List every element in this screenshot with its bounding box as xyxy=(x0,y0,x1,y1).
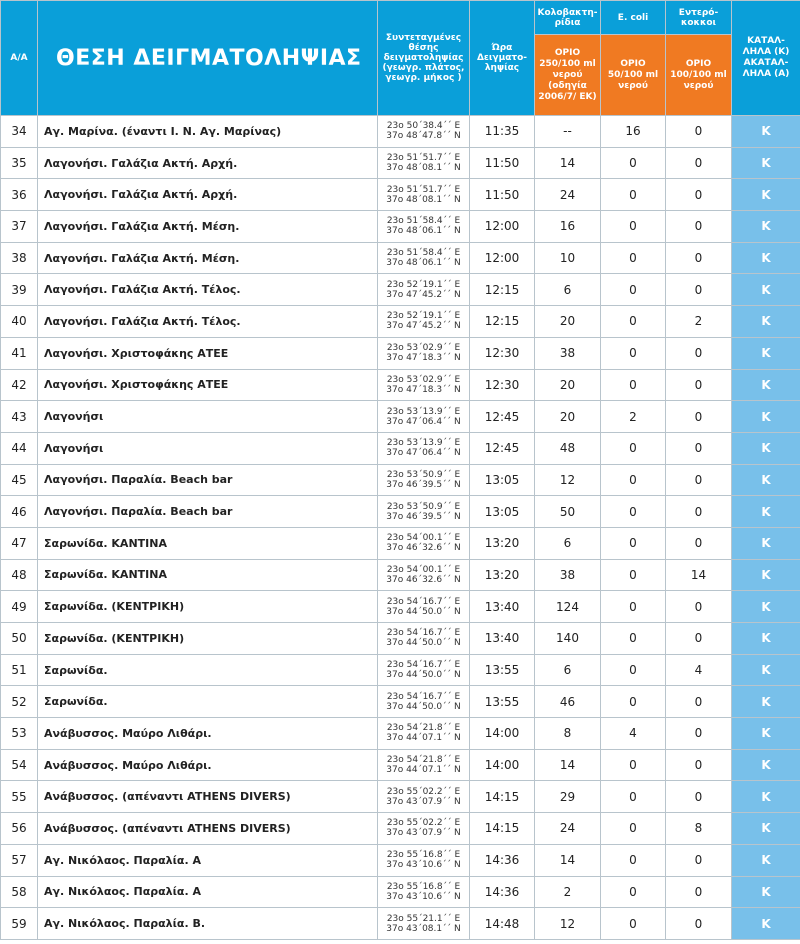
row-coordinates xyxy=(378,718,470,750)
row-ecoli: 0 xyxy=(601,749,666,781)
row-ecoli: 0 xyxy=(601,274,666,306)
row-location: Αγ. Νικόλαος. Παραλία. Α xyxy=(38,844,378,876)
row-number: 43 xyxy=(1,401,38,433)
row-ecoli: 0 xyxy=(601,527,666,559)
row-coliform: 124 xyxy=(535,591,601,623)
row-classification: Κ xyxy=(732,876,800,908)
row-entero: 0 xyxy=(666,749,732,781)
row-coord-lat: 37ο 46΄32.6΄΄ Ν xyxy=(386,574,461,585)
row-coord-lon: 23ο 54΄00.1΄΄ Ε xyxy=(386,564,461,575)
row-entero: 0 xyxy=(666,369,732,401)
row-number: 58 xyxy=(1,876,38,908)
row-coordinates xyxy=(378,686,470,718)
row-location: Αγ. Νικόλαος. Παραλία. Α xyxy=(38,876,378,908)
row-ecoli: 0 xyxy=(601,559,666,591)
row-ecoli: 0 xyxy=(601,242,666,274)
row-number: 45 xyxy=(1,464,38,496)
row-entero: 8 xyxy=(666,813,732,845)
table-row xyxy=(1,686,800,718)
row-location: Λαγονήσι. Παραλία. Beach bar xyxy=(38,464,378,496)
row-coordinates xyxy=(378,337,470,369)
row-classification: Κ xyxy=(732,306,800,338)
table-row xyxy=(1,306,800,338)
table-row xyxy=(1,464,800,496)
header-title: ΘΕΣΗ ΔΕΙΓΜΑΤΟΛΗΨΙΑΣ xyxy=(38,1,378,116)
row-coord-lon: 23ο 55΄16.8΄΄ Ε xyxy=(386,881,461,892)
row-number: 42 xyxy=(1,369,38,401)
row-number: 38 xyxy=(1,242,38,274)
row-time: 14:48 xyxy=(470,908,535,940)
row-coliform: 12 xyxy=(535,908,601,940)
row-coliform: 20 xyxy=(535,401,601,433)
row-number: 47 xyxy=(1,527,38,559)
row-coord-lon: 23ο 55΄16.8΄΄ Ε xyxy=(386,850,461,861)
table-row xyxy=(1,718,800,750)
row-number: 39 xyxy=(1,274,38,306)
row-location: Ανάβυσσος. Μαύρο Λιθάρι. xyxy=(38,718,378,750)
row-coordinates xyxy=(378,781,470,813)
row-coliform: 6 xyxy=(535,274,601,306)
row-number: 40 xyxy=(1,306,38,338)
row-coord-lon: 23ο 54΄16.7΄΄ Ε xyxy=(386,691,461,702)
row-location: Λαγονήσι. Παραλία. Beach bar xyxy=(38,496,378,528)
row-time: 13:40 xyxy=(470,591,535,623)
row-entero: 0 xyxy=(666,718,732,750)
row-coliform: 46 xyxy=(535,686,601,718)
row-coliform: 140 xyxy=(535,623,601,655)
row-coliform: 10 xyxy=(535,242,601,274)
row-entero: 0 xyxy=(666,781,732,813)
row-location: Σαρωνίδα. ΚΑΝΤΙΝΑ xyxy=(38,559,378,591)
row-entero: 0 xyxy=(666,591,732,623)
row-coord-lat: 37ο 43΄10.6΄΄ Ν xyxy=(386,860,461,871)
row-location: Λαγονήσι. Γαλάζια Ακτή. Τέλος. xyxy=(38,306,378,338)
row-time: 13:55 xyxy=(470,686,535,718)
table-row xyxy=(1,401,800,433)
row-location: Ανάβυσσος. Μαύρο Λιθάρι. xyxy=(38,749,378,781)
row-coliform: 48 xyxy=(535,432,601,464)
row-location: Αγ. Μαρίνα. (έναντι Ι. Ν. Αγ. Μαρίνας) xyxy=(38,116,378,148)
row-entero: 14 xyxy=(666,559,732,591)
row-coord-lat: 37ο 48΄06.1΄΄ Ν xyxy=(386,226,461,237)
row-ecoli: 0 xyxy=(601,623,666,655)
row-location: Λαγονήσι xyxy=(38,432,378,464)
table-row xyxy=(1,432,800,464)
row-coord-lat: 37ο 44΄07.1΄΄ Ν xyxy=(386,733,461,744)
row-coord-lon: 23ο 55΄02.2΄΄ Ε xyxy=(386,818,461,829)
row-coordinates xyxy=(378,908,470,940)
row-number: 59 xyxy=(1,908,38,940)
row-coordinates xyxy=(378,401,470,433)
row-entero: 2 xyxy=(666,306,732,338)
row-entero: 0 xyxy=(666,844,732,876)
row-coord-lat: 37ο 47΄18.3΄΄ Ν xyxy=(386,384,461,395)
row-number: 37 xyxy=(1,211,38,243)
table-row xyxy=(1,623,800,655)
row-entero: 0 xyxy=(666,686,732,718)
row-coordinates xyxy=(378,242,470,274)
row-entero: 0 xyxy=(666,464,732,496)
row-number: 57 xyxy=(1,844,38,876)
row-coord-lat: 37ο 43΄07.9΄΄ Ν xyxy=(386,828,461,839)
header-time: Ώρα Δειγματο-ληψίας xyxy=(470,1,535,116)
row-coord-lat: 37ο 44΄07.1΄΄ Ν xyxy=(386,765,461,776)
row-time: 12:15 xyxy=(470,274,535,306)
row-entero: 4 xyxy=(666,654,732,686)
row-time: 12:30 xyxy=(470,337,535,369)
row-coord-lon: 23ο 54΄16.7΄΄ Ε xyxy=(386,596,461,607)
table-row xyxy=(1,844,800,876)
row-location: Σαρωνίδα. ΚΑΝΤΙΝΑ xyxy=(38,527,378,559)
row-time: 12:30 xyxy=(470,369,535,401)
row-number: 46 xyxy=(1,496,38,528)
row-ecoli: 16 xyxy=(601,116,666,148)
row-coord-lon: 23ο 53΄02.9΄΄ Ε xyxy=(386,343,461,354)
table-row xyxy=(1,274,800,306)
row-time: 13:05 xyxy=(470,496,535,528)
row-coord-lat: 37ο 48΄08.1΄΄ Ν xyxy=(386,194,461,205)
row-number: 35 xyxy=(1,147,38,179)
row-number: 53 xyxy=(1,718,38,750)
row-coliform: 38 xyxy=(535,337,601,369)
row-classification: Κ xyxy=(732,369,800,401)
row-coord-lon: 23ο 54΄00.1΄΄ Ε xyxy=(386,533,461,544)
row-number: 52 xyxy=(1,686,38,718)
row-entero: 0 xyxy=(666,527,732,559)
row-coord-lat: 37ο 43΄10.6΄΄ Ν xyxy=(386,891,461,902)
row-coordinates xyxy=(378,623,470,655)
row-time: 11:50 xyxy=(470,147,535,179)
row-coordinates xyxy=(378,369,470,401)
row-coliform: -- xyxy=(535,116,601,148)
row-coord-lon: 23ο 51΄58.4΄΄ Ε xyxy=(386,216,461,227)
row-coord-lat: 37ο 48΄47.8΄΄ Ν xyxy=(386,131,461,142)
row-classification: Κ xyxy=(732,337,800,369)
row-time: 13:40 xyxy=(470,623,535,655)
header-ecoli: E. coli xyxy=(601,1,666,35)
row-coliform: 29 xyxy=(535,781,601,813)
row-location: Σαρωνίδα. (ΚΕΝΤΡΙΚΗ) xyxy=(38,591,378,623)
row-time: 11:50 xyxy=(470,179,535,211)
row-classification: Κ xyxy=(732,559,800,591)
row-entero: 0 xyxy=(666,147,732,179)
row-coliform: 24 xyxy=(535,813,601,845)
row-coord-lat: 37ο 47΄18.3΄΄ Ν xyxy=(386,353,461,364)
row-location: Σαρωνίδα. xyxy=(38,686,378,718)
row-time: 12:45 xyxy=(470,401,535,433)
row-classification: Κ xyxy=(732,116,800,148)
table-row xyxy=(1,908,800,940)
row-entero: 0 xyxy=(666,908,732,940)
row-coliform: 20 xyxy=(535,306,601,338)
row-coord-lat: 37ο 43΄07.9΄΄ Ν xyxy=(386,796,461,807)
row-coord-lon: 23ο 54΄16.7΄΄ Ε xyxy=(386,660,461,671)
row-classification: Κ xyxy=(732,274,800,306)
row-entero: 0 xyxy=(666,401,732,433)
table-row xyxy=(1,749,800,781)
row-coordinates xyxy=(378,591,470,623)
row-ecoli: 0 xyxy=(601,876,666,908)
table-row xyxy=(1,116,800,148)
row-time: 14:15 xyxy=(470,813,535,845)
row-time: 14:15 xyxy=(470,781,535,813)
row-coord-lat: 37ο 47΄45.2΄΄ Ν xyxy=(386,289,461,300)
table-row xyxy=(1,369,800,401)
row-classification: Κ xyxy=(732,718,800,750)
header-ecoli-limit: ΟΡΙΟ 50/100 ml νερού xyxy=(601,35,666,116)
row-coord-lat: 37ο 44΄50.0΄΄ Ν xyxy=(386,701,461,712)
row-location: Αγ. Νικόλαος. Παραλία. Β. xyxy=(38,908,378,940)
row-coliform: 16 xyxy=(535,211,601,243)
row-coord-lon: 23ο 53΄50.9΄΄ Ε xyxy=(386,501,461,512)
row-location: Λαγονήσι. Χριστοφάκης ΑΤΕΕ xyxy=(38,337,378,369)
row-number: 34 xyxy=(1,116,38,148)
row-classification: Κ xyxy=(732,527,800,559)
row-coordinates xyxy=(378,559,470,591)
row-classification: Κ xyxy=(732,242,800,274)
row-classification: Κ xyxy=(732,654,800,686)
row-location: Λαγονήσι. Γαλάζια Ακτή. Αρχή. xyxy=(38,179,378,211)
row-time: 14:00 xyxy=(470,749,535,781)
row-location: Λαγονήσι. Γαλάζια Ακτή. Αρχή. xyxy=(38,147,378,179)
table-row xyxy=(1,242,800,274)
row-coord-lon: 23ο 51΄51.7΄΄ Ε xyxy=(386,184,461,195)
row-classification: Κ xyxy=(732,401,800,433)
row-coord-lat: 37ο 44΄50.0΄΄ Ν xyxy=(386,606,461,617)
row-time: 12:15 xyxy=(470,306,535,338)
row-coordinates xyxy=(378,876,470,908)
row-coordinates xyxy=(378,527,470,559)
row-number: 50 xyxy=(1,623,38,655)
row-ecoli: 0 xyxy=(601,844,666,876)
row-entero: 0 xyxy=(666,623,732,655)
row-number: 51 xyxy=(1,654,38,686)
table-row xyxy=(1,147,800,179)
row-coordinates xyxy=(378,496,470,528)
row-coliform: 2 xyxy=(535,876,601,908)
row-ecoli: 0 xyxy=(601,369,666,401)
row-number: 48 xyxy=(1,559,38,591)
row-coliform: 20 xyxy=(535,369,601,401)
row-ecoli: 0 xyxy=(601,211,666,243)
row-location: Λαγονήσι xyxy=(38,401,378,433)
row-classification: Κ xyxy=(732,623,800,655)
row-entero: 0 xyxy=(666,179,732,211)
row-location: Λαγονήσι. Χριστοφάκης ΑΤΕΕ xyxy=(38,369,378,401)
row-coord-lon: 23ο 51΄51.7΄΄ Ε xyxy=(386,153,461,164)
row-coord-lat: 37ο 46΄39.5΄΄ Ν xyxy=(386,479,461,490)
row-entero: 0 xyxy=(666,337,732,369)
row-ecoli: 0 xyxy=(601,813,666,845)
row-number: 36 xyxy=(1,179,38,211)
row-coliform: 12 xyxy=(535,464,601,496)
row-number: 56 xyxy=(1,813,38,845)
row-classification: Κ xyxy=(732,749,800,781)
header-entero: Εντερό-κοκκοι xyxy=(666,1,732,35)
row-ecoli: 0 xyxy=(601,496,666,528)
row-entero: 0 xyxy=(666,496,732,528)
table-body xyxy=(1,116,800,940)
table-row xyxy=(1,211,800,243)
row-classification: Κ xyxy=(732,464,800,496)
row-coord-lat: 37ο 44΄50.0΄΄ Ν xyxy=(386,638,461,649)
row-coord-lat: 37ο 46΄32.6΄΄ Ν xyxy=(386,543,461,554)
row-ecoli: 0 xyxy=(601,591,666,623)
row-ecoli: 4 xyxy=(601,718,666,750)
row-coord-lon: 23ο 51΄58.4΄΄ Ε xyxy=(386,248,461,259)
row-coliform: 8 xyxy=(535,718,601,750)
row-coliform: 38 xyxy=(535,559,601,591)
row-coord-lon: 23ο 54΄16.7΄΄ Ε xyxy=(386,628,461,639)
row-ecoli: 0 xyxy=(601,686,666,718)
row-ecoli: 0 xyxy=(601,306,666,338)
row-time: 14:36 xyxy=(470,876,535,908)
row-coordinates xyxy=(378,179,470,211)
table-row xyxy=(1,876,800,908)
table-row xyxy=(1,781,800,813)
table-row xyxy=(1,559,800,591)
row-coord-lon: 23ο 53΄13.9΄΄ Ε xyxy=(386,406,461,417)
row-ecoli: 2 xyxy=(601,401,666,433)
row-time: 14:36 xyxy=(470,844,535,876)
row-coord-lon: 23ο 53΄50.9΄΄ Ε xyxy=(386,469,461,480)
row-number: 54 xyxy=(1,749,38,781)
row-coordinates xyxy=(378,749,470,781)
row-classification: Κ xyxy=(732,211,800,243)
row-ecoli: 0 xyxy=(601,908,666,940)
row-ecoli: 0 xyxy=(601,337,666,369)
row-coordinates xyxy=(378,654,470,686)
row-classification: Κ xyxy=(732,147,800,179)
row-number: 41 xyxy=(1,337,38,369)
row-time: 11:35 xyxy=(470,116,535,148)
row-time: 12:00 xyxy=(470,242,535,274)
row-classification: Κ xyxy=(732,908,800,940)
row-classification: Κ xyxy=(732,432,800,464)
row-classification: Κ xyxy=(732,686,800,718)
row-ecoli: 0 xyxy=(601,654,666,686)
row-classification: Κ xyxy=(732,591,800,623)
row-entero: 0 xyxy=(666,116,732,148)
row-coordinates xyxy=(378,306,470,338)
row-classification: Κ xyxy=(732,179,800,211)
table-row xyxy=(1,591,800,623)
row-time: 13:05 xyxy=(470,464,535,496)
header-coliform-limit: ΟΡΙΟ 250/100 ml νερού (οδηγία 2006/7/ ΕΚ) xyxy=(535,35,601,116)
row-entero: 0 xyxy=(666,432,732,464)
row-coordinates xyxy=(378,432,470,464)
row-coord-lon: 23ο 53΄02.9΄΄ Ε xyxy=(386,374,461,385)
row-number: 49 xyxy=(1,591,38,623)
row-coordinates xyxy=(378,147,470,179)
row-coord-lat: 37ο 44΄50.0΄΄ Ν xyxy=(386,670,461,681)
row-time: 12:45 xyxy=(470,432,535,464)
header-entero-limit: ΟΡΙΟ 100/100 ml νερού xyxy=(666,35,732,116)
row-ecoli: 0 xyxy=(601,179,666,211)
row-time: 12:00 xyxy=(470,211,535,243)
row-entero: 0 xyxy=(666,211,732,243)
row-coord-lat: 37ο 43΄08.1΄΄ Ν xyxy=(386,923,461,934)
row-coord-lat: 37ο 47΄45.2΄΄ Ν xyxy=(386,321,461,332)
row-location: Σαρωνίδα. xyxy=(38,654,378,686)
row-entero: 0 xyxy=(666,876,732,908)
row-time: 13:20 xyxy=(470,527,535,559)
row-location: Σαρωνίδα. (ΚΕΝΤΡΙΚΗ) xyxy=(38,623,378,655)
row-coord-lat: 37ο 48΄06.1΄΄ Ν xyxy=(386,258,461,269)
row-time: 13:20 xyxy=(470,559,535,591)
row-coordinates xyxy=(378,274,470,306)
row-location: Λαγονήσι. Γαλάζια Ακτή. Μέση. xyxy=(38,242,378,274)
row-coord-lon: 23ο 55΄02.2΄΄ Ε xyxy=(386,786,461,797)
row-coord-lon: 23ο 54΄21.8΄΄ Ε xyxy=(386,755,461,766)
header-aa: Α/Α xyxy=(1,1,38,116)
table-row xyxy=(1,654,800,686)
table-row xyxy=(1,179,800,211)
row-location: Ανάβυσσος. (απέναντι ATHENS DIVERS) xyxy=(38,813,378,845)
row-coordinates xyxy=(378,116,470,148)
row-location: Λαγονήσι. Γαλάζια Ακτή. Τέλος. xyxy=(38,274,378,306)
row-location: Ανάβυσσος. (απέναντι ATHENS DIVERS) xyxy=(38,781,378,813)
table-row xyxy=(1,813,800,845)
row-coord-lat: 37ο 48΄08.1΄΄ Ν xyxy=(386,163,461,174)
row-time: 13:55 xyxy=(470,654,535,686)
row-coord-lon: 23ο 52΄19.1΄΄ Ε xyxy=(386,311,461,322)
row-classification: Κ xyxy=(732,813,800,845)
row-coliform: 14 xyxy=(535,844,601,876)
row-classification: Κ xyxy=(732,781,800,813)
row-coord-lon: 23ο 52΄19.1΄΄ Ε xyxy=(386,279,461,290)
row-coordinates xyxy=(378,211,470,243)
row-coliform: 14 xyxy=(535,147,601,179)
row-entero: 0 xyxy=(666,274,732,306)
row-coord-lon: 23ο 55΄21.1΄΄ Ε xyxy=(386,913,461,924)
row-classification: Κ xyxy=(732,844,800,876)
row-location: Λαγονήσι. Γαλάζια Ακτή. Μέση. xyxy=(38,211,378,243)
row-coord-lat: 37ο 46΄39.5΄΄ Ν xyxy=(386,511,461,522)
row-coliform: 50 xyxy=(535,496,601,528)
header-coliform: Κολοβακτη-ρίδια xyxy=(535,1,601,35)
row-number: 55 xyxy=(1,781,38,813)
row-coordinates xyxy=(378,464,470,496)
row-coord-lat: 37ο 47΄06.4΄΄ Ν xyxy=(386,416,461,427)
row-coliform: 14 xyxy=(535,749,601,781)
row-coord-lon: 23ο 50΄38.4΄΄ Ε xyxy=(386,121,461,132)
row-coliform: 6 xyxy=(535,654,601,686)
row-coliform: 24 xyxy=(535,179,601,211)
row-coord-lat: 37ο 47΄06.4΄΄ Ν xyxy=(386,448,461,459)
row-time: 14:00 xyxy=(470,718,535,750)
row-entero: 0 xyxy=(666,242,732,274)
row-ecoli: 0 xyxy=(601,147,666,179)
row-ecoli: 0 xyxy=(601,432,666,464)
row-coord-lon: 23ο 54΄21.8΄΄ Ε xyxy=(386,723,461,734)
row-coordinates xyxy=(378,844,470,876)
table-row xyxy=(1,527,800,559)
row-number: 44 xyxy=(1,432,38,464)
row-coordinates xyxy=(378,813,470,845)
header-coords: Συντεταγμένες θέσης δειγματοληψίας (γεωγρ. πλάτος, γεωγρ. μήκος ) xyxy=(378,1,470,116)
table-row xyxy=(1,337,800,369)
table-row xyxy=(1,496,800,528)
header-classification: ΚΑΤΑΛ-ΛΗΛΑ (Κ) ΑΚΑΤΑΛ-ΛΗΛΑ (Α) xyxy=(732,1,800,116)
row-ecoli: 0 xyxy=(601,464,666,496)
row-coord-lon: 23ο 53΄13.9΄΄ Ε xyxy=(386,438,461,449)
row-classification: Κ xyxy=(732,496,800,528)
row-coliform: 6 xyxy=(535,527,601,559)
row-ecoli: 0 xyxy=(601,781,666,813)
